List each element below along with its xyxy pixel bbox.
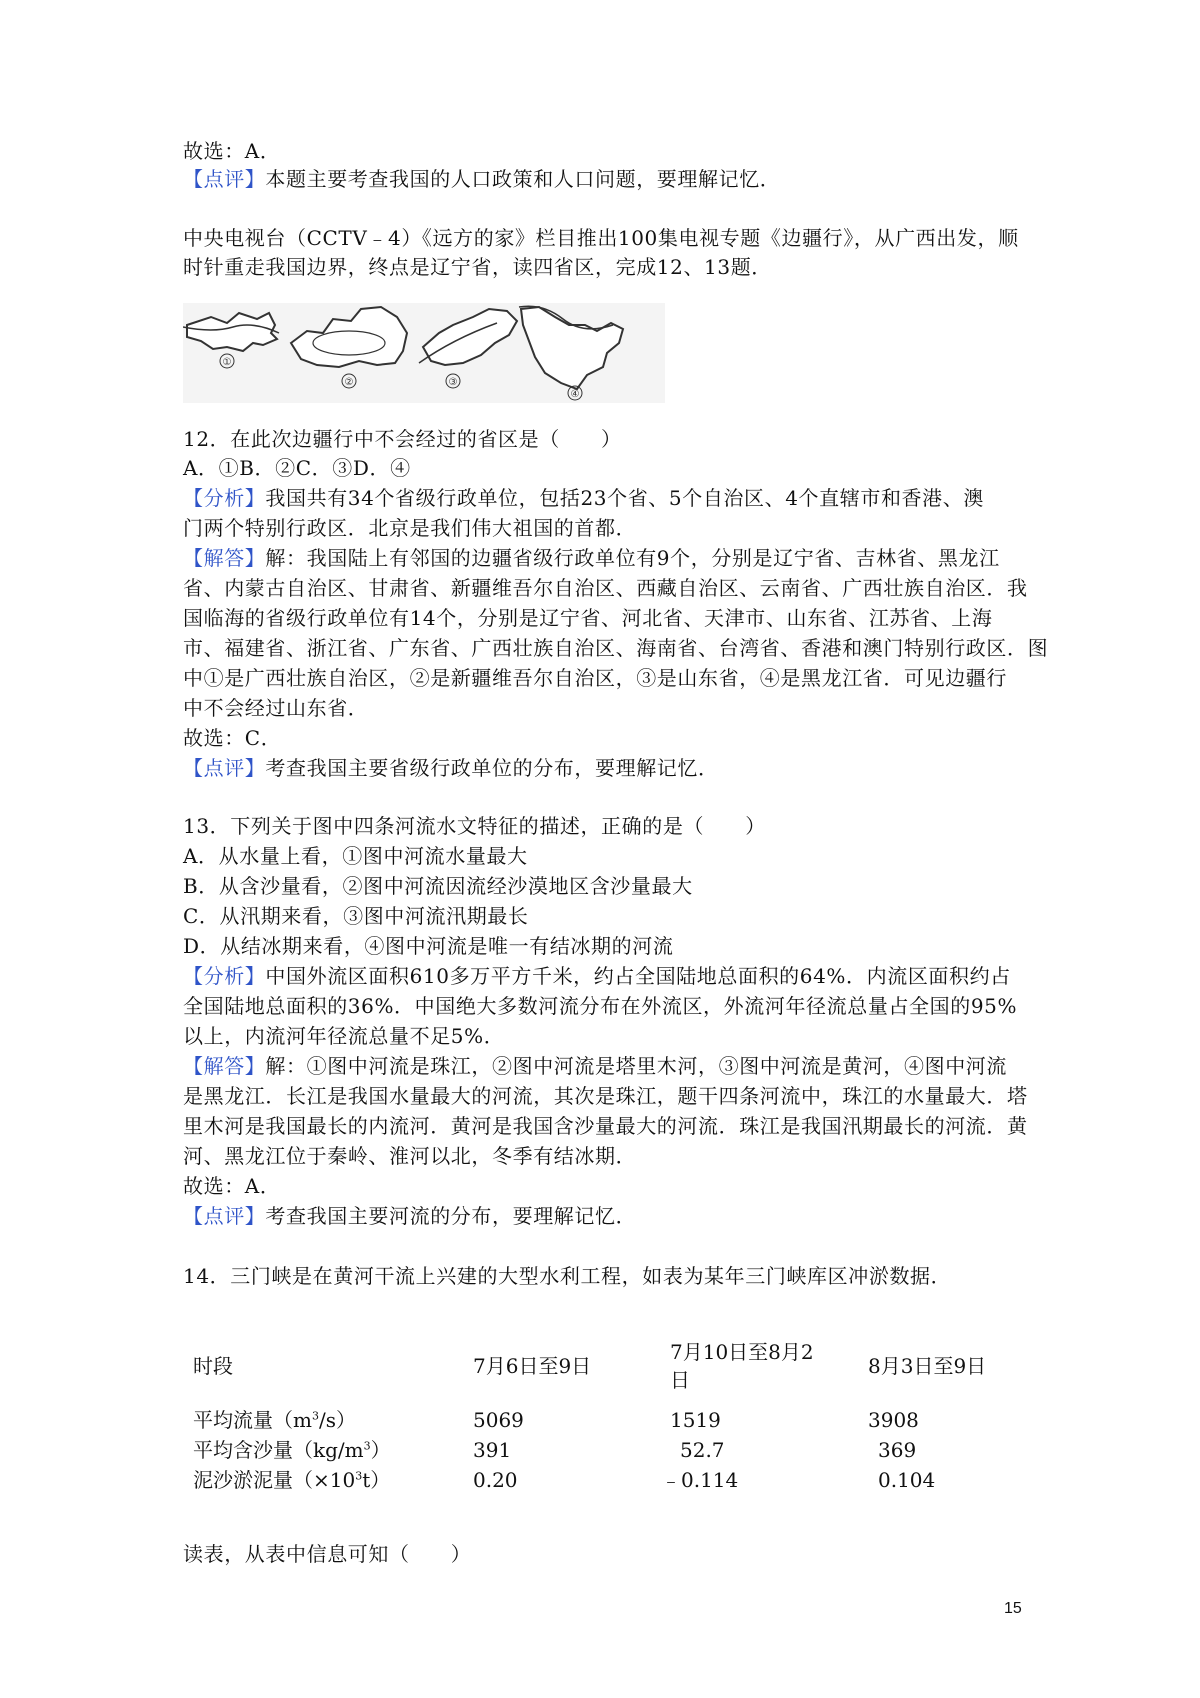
analysis-line xyxy=(183,514,636,542)
solution-line xyxy=(183,664,1007,692)
option-b xyxy=(183,872,693,900)
text: A．①B．②C．③D．④ xyxy=(183,456,411,480)
analysis-line xyxy=(183,962,1011,990)
province-maps-image xyxy=(183,303,665,403)
answer-line xyxy=(183,1172,280,1200)
analysis-tag: 【分析】 xyxy=(183,486,266,510)
solution-line xyxy=(183,1082,1028,1110)
map-label: ① xyxy=(222,357,232,368)
solution-line xyxy=(183,1112,1028,1140)
table-cell: 5069 xyxy=(473,1408,524,1432)
text: 省、内蒙古自治区、甘肃省、新疆维吾尔自治区、西藏自治区、云南省、广西壮族自治区．我 xyxy=(183,576,1028,600)
table-header-cell: 日 xyxy=(670,1368,690,1392)
text: 故选：A． xyxy=(183,139,281,163)
map-label: ③ xyxy=(448,377,458,388)
text: 市、福建省、浙江省、广东省、广西壮族自治区、海南省、台湾省、香港和澳门特别行政区．图 xyxy=(183,636,1049,660)
question-13 xyxy=(183,812,766,840)
option-d xyxy=(183,932,673,960)
table-cell: 391 xyxy=(473,1438,512,1462)
text: 考查我国主要省级行政单位的分布，要理解记忆． xyxy=(265,756,719,780)
table-cell: 369 xyxy=(878,1438,917,1462)
text: 解：我国陆上有邻国的边疆省级行政单位有9个，分别是辽宁省、吉林省、黑龙江 xyxy=(265,546,1000,570)
text: 中①是广西壮族自治区，②是新疆维吾尔自治区，③是山东省，④是黑龙江省．可见边疆行 xyxy=(183,666,1007,690)
solution-tag: 【解答】 xyxy=(183,1054,266,1078)
page-number: 15 xyxy=(1004,1600,1022,1617)
label-text: 平均流量（m xyxy=(193,1408,312,1432)
text: 本题主要考查我国的人口政策和人口问题，要理解记忆． xyxy=(265,167,781,191)
text: 考查我国主要河流的分布，要理解记忆． xyxy=(265,1204,637,1228)
option-a xyxy=(183,842,528,870)
comment-tag: 【点评】 xyxy=(183,167,266,191)
read-table-line xyxy=(183,1540,471,1568)
text: 读表，从表中信息可知（ ） xyxy=(183,1542,472,1566)
answer-line xyxy=(183,137,280,165)
table-cell: 3908 xyxy=(868,1408,919,1432)
option-c xyxy=(183,902,529,930)
text: A．从水量上看，①图中河流水量最大 xyxy=(183,844,528,868)
text: 全国陆地总面积的36%．中国绝大多数河流分布在外流区，外流河年径流总量占全国的95% xyxy=(183,994,1018,1018)
table-cell: 0.20 xyxy=(473,1468,518,1492)
text: 中国外流区面积610多万平方千米，约占全国陆地总面积的64%．内流区面积约占 xyxy=(265,964,1011,988)
table-cell: 52.7 xyxy=(680,1438,725,1462)
label-superscript: 3 xyxy=(363,1439,371,1453)
text: 门两个特别行政区．北京是我们伟大祖国的首都． xyxy=(183,516,637,540)
text: 国临海的省级行政单位有14个，分别是辽宁省、河北省、天津市、山东省、江苏省、上海 xyxy=(183,606,993,630)
table-header-cell: 8月3日至9日 xyxy=(868,1354,987,1378)
text: B．从含沙量看，②图中河流因流经沙漠地区含沙量最大 xyxy=(183,874,693,898)
solution-line xyxy=(183,604,992,632)
table-row xyxy=(183,1466,1033,1496)
solution-line xyxy=(183,1052,1007,1080)
table-row-label xyxy=(193,1406,356,1434)
analysis-tag: 【分析】 xyxy=(183,964,266,988)
analysis-line xyxy=(183,484,984,512)
question-14 xyxy=(183,1262,951,1290)
solution-line xyxy=(183,1142,636,1170)
table-cell: 0.104 xyxy=(878,1468,936,1492)
text: 14．三门峡是在黄河干流上兴建的大型水利工程，如表为某年三门峡库区冲淤数据． xyxy=(183,1264,952,1288)
table-header-cell: 7月6日至9日 xyxy=(473,1354,592,1378)
options-12 xyxy=(183,454,411,482)
comment-tag: 【点评】 xyxy=(183,756,266,780)
label-superscript: 3 xyxy=(355,1469,363,1483)
solution-line xyxy=(183,574,1028,602)
analysis-line xyxy=(183,992,1017,1020)
map-label: ② xyxy=(344,377,354,388)
label-superscript: 3 xyxy=(311,1409,319,1423)
label-text: ） xyxy=(370,1438,391,1462)
answer-line xyxy=(183,724,281,752)
text: D．从结冰期来看，④图中河流是唯一有结冰期的河流 xyxy=(183,934,674,958)
text: 以上，内流河年径流总量不足5%． xyxy=(183,1024,505,1048)
table-row-label xyxy=(193,1466,390,1494)
text: 里木河是我国最长的内流河．黄河是我国含沙量最大的河流．珠江是我国汛期最长的河流．黄 xyxy=(183,1114,1028,1138)
table-row xyxy=(183,1436,1033,1466)
text: 我国共有34个省级行政单位，包括23个省、5个自治区、4个直辖市和香港、澳 xyxy=(265,486,984,510)
text: 河、黑龙江位于秦岭、淮河以北，冬季有结冰期． xyxy=(183,1144,637,1168)
text: 是黑龙江．长江是我国水量最大的河流，其次是珠江，题干四条河流中，珠江的水量最大．塔 xyxy=(183,1084,1028,1108)
text: 中央电视台（CCTV﹣4）《远方的家》栏目推出100集电视专题《边疆行》，从广西出发，顺 xyxy=(183,226,1019,250)
label-text: 平均含沙量（kg/m xyxy=(193,1438,364,1462)
table-cell: 1519 xyxy=(670,1408,721,1432)
label-text: /s） xyxy=(318,1408,356,1432)
comment-line xyxy=(183,1202,636,1230)
table-cell: ﹣0.114 xyxy=(661,1468,739,1492)
comment-line xyxy=(183,754,719,782)
solution-line xyxy=(183,634,1048,662)
table-header-cell: 7月10日至8月2 xyxy=(670,1340,814,1364)
label-text: 泥沙淤泥量（×10 xyxy=(193,1468,356,1492)
table-row-label xyxy=(193,1436,391,1464)
intro-line xyxy=(183,253,772,281)
comment-line xyxy=(183,165,780,193)
comment-tag: 【点评】 xyxy=(183,1204,266,1228)
map-label: ④ xyxy=(570,389,580,400)
text: 故选：A． xyxy=(183,1174,281,1198)
table-row xyxy=(183,1406,1033,1436)
table-header-cell: 时段 xyxy=(193,1354,233,1378)
text: 中不会经过山东省． xyxy=(183,696,369,720)
solution-line xyxy=(183,544,1000,572)
text: 时针重走我国边界，终点是辽宁省，读四省区，完成12、13题． xyxy=(183,255,772,279)
table-header-row xyxy=(183,1338,1033,1398)
question-12 xyxy=(183,425,622,453)
label-text: t） xyxy=(362,1468,391,1492)
intro-line xyxy=(183,224,1019,252)
text: 13．下列关于图中四条河流水文特征的描述，正确的是（ ） xyxy=(183,814,766,838)
text: 解：①图中河流是珠江，②图中河流是塔里木河，③图中河流是黄河，④图中河流 xyxy=(265,1054,1008,1078)
analysis-line xyxy=(183,1022,504,1050)
text: 故选：C． xyxy=(183,726,282,750)
solution-tag: 【解答】 xyxy=(183,546,266,570)
text: 12．在此次边疆行中不会经过的省区是（ ） xyxy=(183,427,622,451)
text: C．从汛期来看，③图中河流汛期最长 xyxy=(183,904,529,928)
solution-line xyxy=(183,694,368,722)
